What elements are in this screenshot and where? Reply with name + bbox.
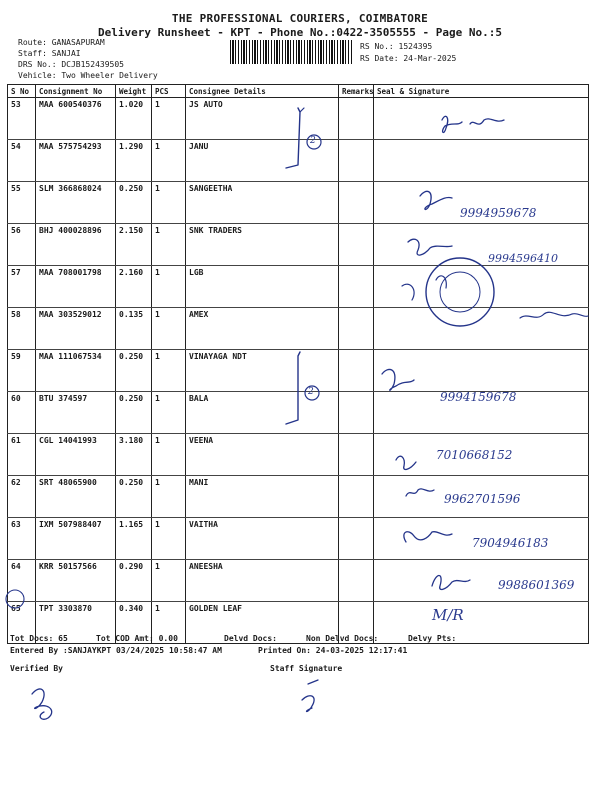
cell-sno: 57 [8, 266, 36, 308]
cell-consignee: SNK TRADERS [186, 224, 339, 266]
cell-sno: 54 [8, 140, 36, 182]
signature-57 [402, 276, 446, 300]
signature-63 [404, 532, 452, 542]
cell-pcs: 1 [152, 98, 186, 140]
cell-pcs: 1 [152, 140, 186, 182]
cell-consignment: IXM 507988407 [36, 518, 116, 560]
col-weight: Weight [116, 85, 152, 98]
company-seal-icon [440, 272, 480, 312]
cell-sno: 63 [8, 518, 36, 560]
rs-date: RS Date: 24-Mar-2025 [360, 54, 457, 63]
cell-weight: 0.340 [116, 602, 152, 644]
cell-weight: 0.250 [116, 476, 152, 518]
signature-61 [396, 456, 416, 469]
phone-60: 9994159678 [440, 390, 517, 404]
cell-pcs: 1 [152, 350, 186, 392]
company-name: THE PROFESSIONAL COURIERS, COIMBATORE [171, 12, 429, 25]
cell-pcs: 1 [152, 518, 186, 560]
cell-weight: 1.290 [116, 140, 152, 182]
delivered-docs: Delvd Docs: [224, 634, 277, 643]
cell-consignment: CGL 14041993 [36, 434, 116, 476]
circled-count-text: 2 [308, 387, 314, 397]
cell-weight: 0.250 [116, 350, 152, 392]
cell-consignee: AMEX [186, 308, 339, 350]
entered-by: Entered By :SANJAYKPT 03/24/2025 10:58:47 AM [10, 646, 222, 655]
cell-weight: 3.180 [116, 434, 152, 476]
cell-consignment: MAA 303529012 [36, 308, 116, 350]
cell-sno: 64 [8, 560, 36, 602]
signature-56 [408, 239, 452, 255]
delivery-points: Delvy Pts: [408, 634, 457, 643]
cell-sno: 53 [8, 98, 36, 140]
signature-55 [420, 191, 452, 209]
printed-on: Printed On: 24-03-2025 12:17:41 [258, 646, 408, 655]
cell-consignment: MAA 575754293 [36, 140, 116, 182]
cell-sno: 65 [8, 602, 36, 644]
cell-sno: 62 [8, 476, 36, 518]
circled-sno-mark [6, 590, 24, 608]
cell-pcs: 1 [152, 224, 186, 266]
phone-63: 7904946183 [472, 536, 549, 550]
cell-weight: 0.290 [116, 560, 152, 602]
rs-number: RS No.: 1524395 [360, 42, 433, 51]
signature-53 [442, 116, 504, 132]
staff-signature [302, 680, 318, 712]
cell-consignee: SANGEETHA [186, 182, 339, 224]
cell-pcs: 1 [152, 182, 186, 224]
non-delivered-docs: Non Delvd Docs: [306, 634, 379, 643]
cell-pcs: 1 [152, 392, 186, 434]
col-pcs: PCS [152, 85, 186, 98]
signature-60 [382, 369, 414, 390]
col-consignment: Consignment No [36, 85, 116, 98]
route-label: Route: GANASAPURAM [18, 38, 105, 47]
cell-sno: 61 [8, 434, 36, 476]
cell-sno: 56 [8, 224, 36, 266]
cell-consignee: GOLDEN LEAF [186, 602, 339, 644]
circled-count-text: 2 [310, 136, 316, 146]
cell-pcs: 1 [152, 266, 186, 308]
signature-58 [520, 312, 588, 318]
mark-65: M/R [432, 606, 464, 624]
cell-consignee: VAITHA [186, 518, 339, 560]
total-cod-amount: Tot COD Amt: 0.00 [96, 634, 178, 643]
cell-consignment: BHJ 400028896 [36, 224, 116, 266]
cell-pcs: 1 [152, 308, 186, 350]
cell-consignee: VINAYAGA NDT [186, 350, 339, 392]
phone-64: 9988601369 [498, 578, 575, 592]
bracket-mark [300, 108, 304, 112]
bracket-mark [286, 108, 300, 168]
cell-consignee: ANEESHA [186, 560, 339, 602]
col-signature: Seal & Signature [374, 85, 589, 98]
total-docs: Tot Docs: 65 [10, 634, 68, 643]
cell-consignment: BTU 374597 [36, 392, 116, 434]
cell-consignment: SLM 366868024 [36, 182, 116, 224]
staff-signature-label: Staff Signature [270, 664, 343, 673]
staff-label: Staff: SANJAI [18, 49, 81, 58]
signature-62 [406, 489, 434, 496]
cell-consignment: TPT 3303870 [36, 602, 116, 644]
cell-consignment: SRT 48065900 [36, 476, 116, 518]
cell-consignment: MAA 600540376 [36, 98, 116, 140]
cell-consignment: MAA 111067534 [36, 350, 116, 392]
cell-weight: 2.150 [116, 224, 152, 266]
cell-consignee: VEENA [186, 434, 339, 476]
col-remarks: Remarks [339, 85, 374, 98]
phone-55: 9994959678 [460, 206, 537, 220]
cell-consignment: KRR 50157566 [36, 560, 116, 602]
verified-signature [32, 689, 52, 719]
cell-pcs: 1 [152, 560, 186, 602]
vehicle-label: Vehicle: Two Wheeler Delivery [18, 71, 158, 80]
bracket-mark [286, 352, 300, 424]
col-consignee: Consignee Details [186, 85, 339, 98]
cell-sno: 60 [8, 392, 36, 434]
cell-pcs: 1 [152, 476, 186, 518]
cell-weight: 0.135 [116, 308, 152, 350]
cell-sno: 55 [8, 182, 36, 224]
phone-56: 9994596410 [488, 252, 558, 265]
cell-consignee: BALA [186, 392, 339, 434]
cell-sno: 58 [8, 308, 36, 350]
verified-by-label: Verified By [10, 664, 63, 673]
cell-weight: 1.165 [116, 518, 152, 560]
signature-64 [432, 576, 470, 590]
company-seal-icon [426, 258, 494, 326]
runsheet-title: Delivery Runsheet - KPT - Phone No.:0422-3505555 - Page No.:5 [98, 26, 502, 39]
cell-consignee: LGB [186, 266, 339, 308]
cell-pcs: 1 [152, 602, 186, 644]
cell-consignee: MANI [186, 476, 339, 518]
col-sno: S No [8, 85, 36, 98]
cell-weight: 0.250 [116, 392, 152, 434]
cell-consignee: JS AUTO [186, 98, 339, 140]
drs-number: DRS No.: DCJB152439505 [18, 60, 124, 69]
phone-62: 9962701596 [444, 492, 521, 506]
cell-sno: 59 [8, 350, 36, 392]
cell-pcs: 1 [152, 434, 186, 476]
cell-weight: 2.160 [116, 266, 152, 308]
cell-weight: 0.250 [116, 182, 152, 224]
cell-consignee: JANU [186, 140, 339, 182]
phone-61: 7010668152 [436, 448, 513, 462]
cell-consignment: MAA 708001798 [36, 266, 116, 308]
cell-weight: 1.020 [116, 98, 152, 140]
